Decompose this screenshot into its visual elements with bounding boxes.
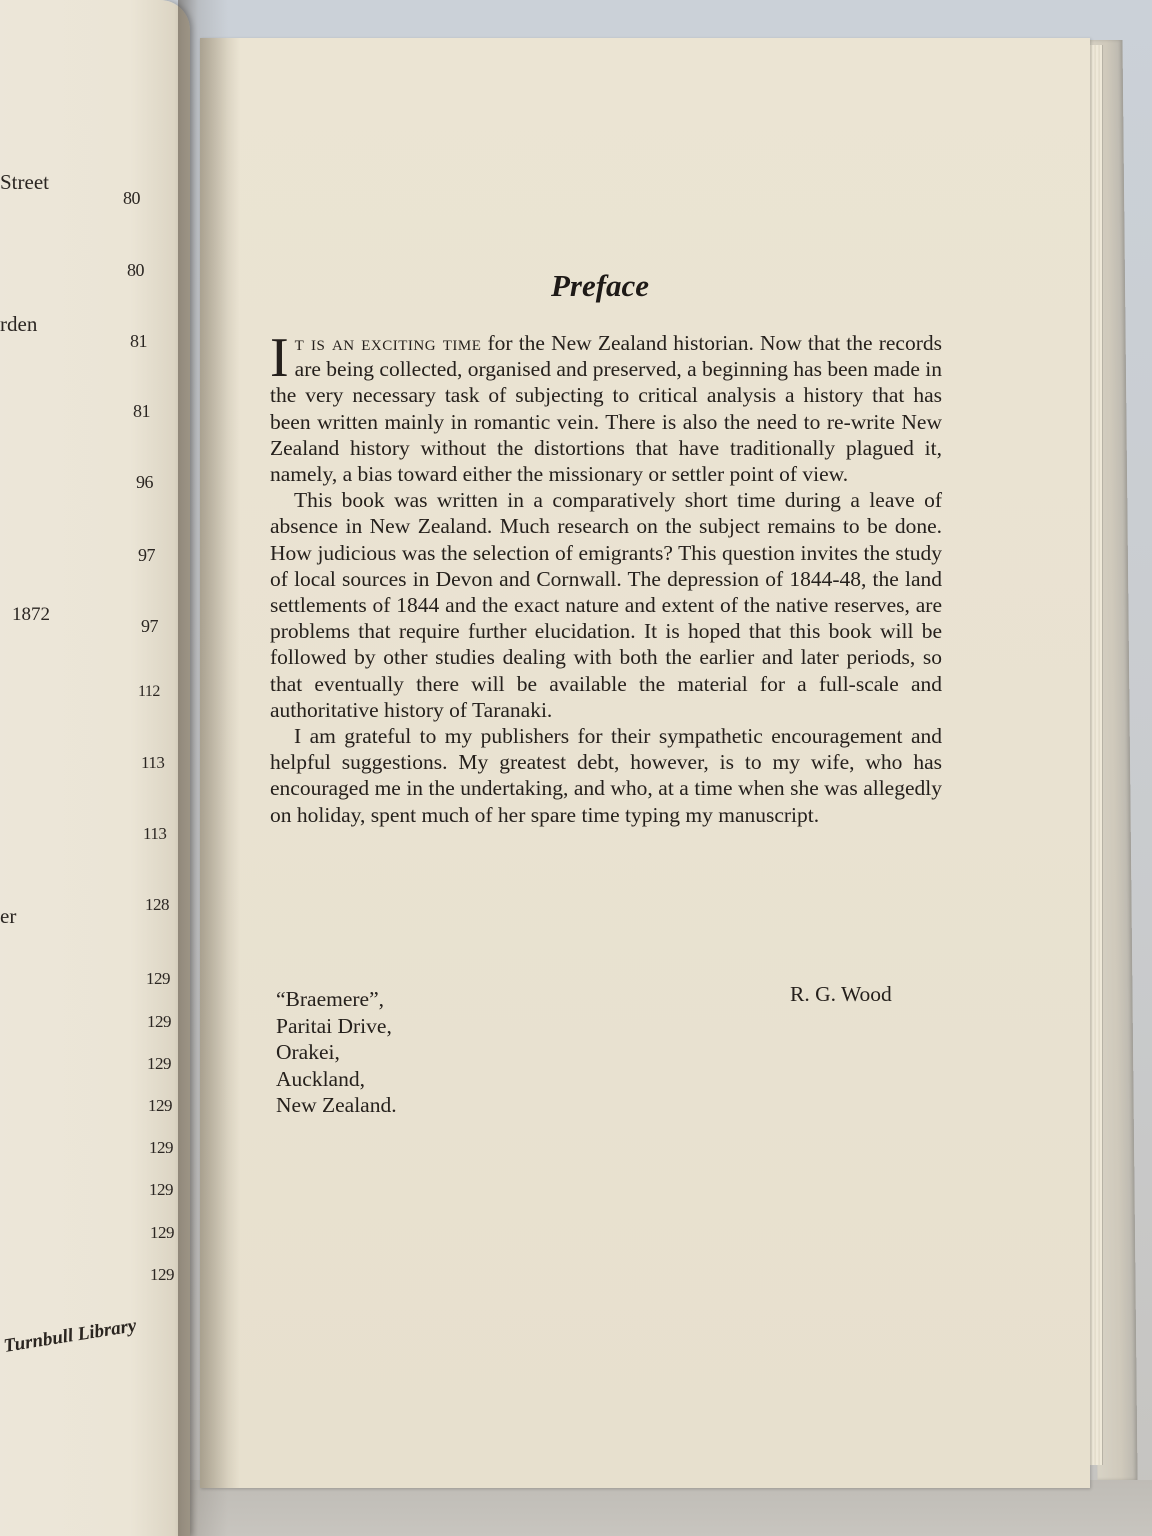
toc-page-number: 97 <box>141 616 158 636</box>
toc-page-number: 81 <box>133 401 150 421</box>
address-line: “Braemere”, <box>276 987 385 1011</box>
page-title: Preface <box>550 268 650 303</box>
toc-page-number: 129 <box>146 969 170 988</box>
toc-page-number: 80 <box>127 260 144 280</box>
toc-page-number: 129 <box>148 1096 172 1115</box>
toc-page-number: 129 <box>149 1180 173 1199</box>
drop-cap: I <box>270 327 289 389</box>
toc-page-number: 113 <box>143 824 167 843</box>
toc-page-number: 129 <box>150 1223 174 1242</box>
toc-page-number: 80 <box>123 188 140 208</box>
paragraph: This book was written in a comparatively short time during a leave of absence in New Zealand. Much research on the subject remains to be done. How judicious was the selection of emigrants? This question invites the study of local sources in Devon and Cornwall. The depression of 1844-48, the land settlements of 1844 and the exact nature and extent of the native reserves, are problems that require further elucidation. It is hoped that this book will be followed by other studies dealing with both the earlier and later periods, so that eventually there will be available the material for a full-scale and authoritative history of Taranaki. <box>270 488 942 722</box>
toc-page-number: 97 <box>138 545 155 565</box>
toc-page-number: 81 <box>130 331 147 351</box>
toc-label: er <box>0 904 17 928</box>
address-line: Orakei, <box>276 1040 340 1064</box>
toc-page-number: 112 <box>138 683 160 700</box>
toc-page-number: 129 <box>147 1054 171 1073</box>
toc-label: Street <box>0 170 49 194</box>
toc-label: 1872 <box>12 604 50 625</box>
toc-page-number: 113 <box>141 753 165 772</box>
toc-page-number: 96 <box>136 472 153 492</box>
paragraph-text: for the New Zealand historian. Now that the records are being collected, organised and preserved, a beginning has been made in the very necessary task of subjecting to critical analysis a history that has been written mainly in romantic vein. There is also the need to re-write New Zealand history without the distortions that have traditionally plagued it, namely, a bias toward either the missionary or settler point of view. <box>270 331 942 487</box>
right-page <box>200 38 1090 1488</box>
paragraph: I am grateful to my publishers for their sympathetic encouragement and helpful suggestions. My greatest debt, however, is to my wife, who has encouraged me in the undertaking, and who, at a time when she was allegedly on holiday, spent much of her spare time typing my manuscript. <box>270 724 942 827</box>
toc-label: rden <box>0 312 38 336</box>
toc-page-number: 128 <box>145 895 169 914</box>
preface-body <box>270 327 942 828</box>
photo-credit: Turnbull Library <box>2 1315 138 1357</box>
book-gutter-shadow <box>178 0 228 1536</box>
paragraph <box>270 327 942 487</box>
author-signature: R. G. Wood <box>790 982 892 1006</box>
address-line: Auckland, <box>276 1066 365 1091</box>
toc-page-number: 129 <box>149 1138 173 1157</box>
toc-page-number: 129 <box>150 1265 174 1284</box>
address-line: Paritai Drive, <box>276 1013 392 1038</box>
author-address <box>276 986 397 1119</box>
address-line: New Zealand. <box>276 1093 397 1117</box>
toc-page-number: 129 <box>147 1012 171 1031</box>
left-page <box>0 0 190 1536</box>
opening-small-caps: t is an exciting time <box>294 331 482 355</box>
